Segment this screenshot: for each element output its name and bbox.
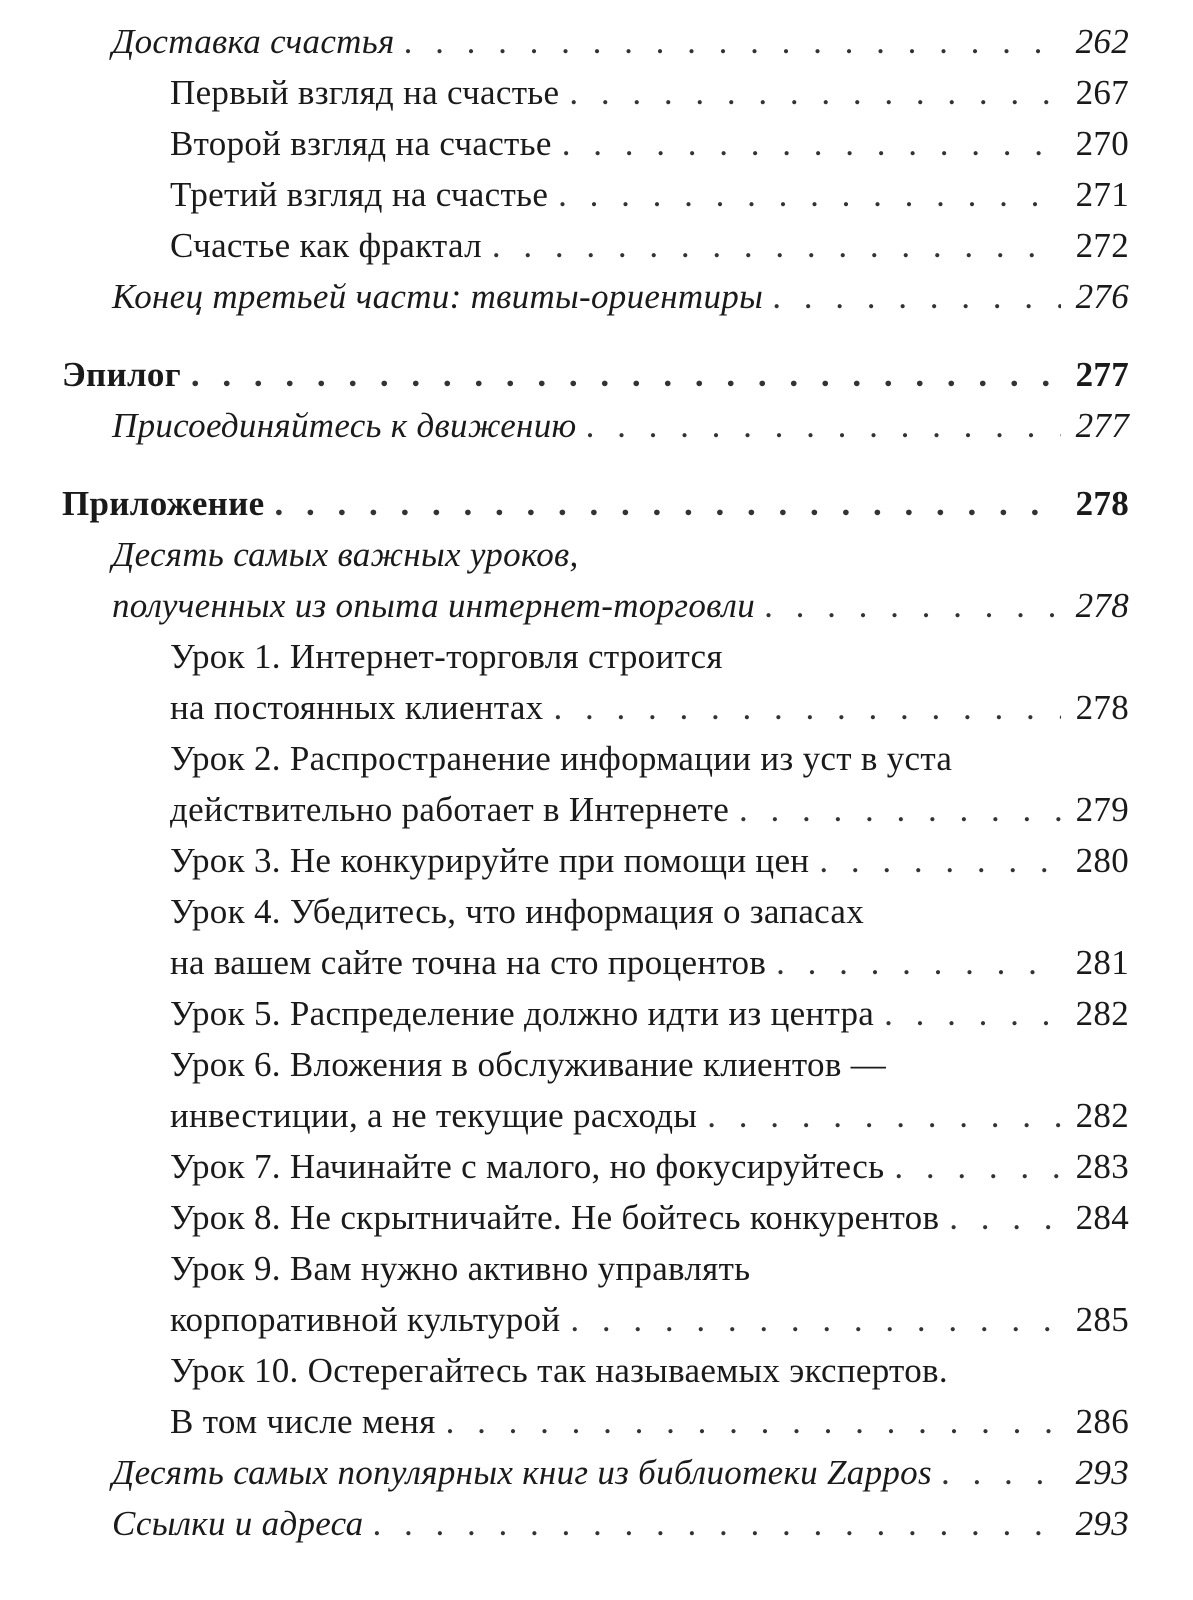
toc-entry-title: действительно работает в Интернете (170, 790, 730, 829)
toc-entry-line-continued (0, 1239, 1193, 1290)
toc-chapter-entry[interactable] (0, 1443, 1193, 1494)
toc-entry-line (0, 576, 1193, 627)
toc-entry-title: на вашем сайте точна на сто процентов (170, 943, 767, 982)
page-number: 277 (1061, 345, 1129, 405)
toc-entry-line (0, 474, 1193, 525)
toc-subentry[interactable] (0, 627, 1193, 729)
toc-entry-title: Урок 9. Вам нужно активно управлять (170, 1249, 751, 1288)
toc-subentry[interactable] (0, 63, 1193, 114)
toc-entry-title: корпоративной культурой (170, 1300, 561, 1339)
toc-entry-line (0, 1494, 1193, 1545)
toc-entry-line (0, 396, 1193, 447)
toc-entry-title: Присоединяйтесь к движению (112, 406, 577, 445)
toc-entry-title: полученных из опыта интернет-торговли (112, 586, 755, 625)
toc-subentry[interactable] (0, 1137, 1193, 1188)
page-number: 293 (1061, 1443, 1129, 1503)
toc-entry-title: Доставка счастья (112, 22, 395, 61)
toc-entry-title: Счастье как фрактал (170, 226, 482, 265)
toc-entry-title: инвестиции, а не текущие расходы (170, 1096, 698, 1135)
toc-entry-line-continued (0, 627, 1193, 678)
page-number: 282 (1061, 1086, 1129, 1146)
toc-subentry[interactable] (0, 165, 1193, 216)
page-number: 282 (1061, 984, 1129, 1044)
toc-subentry[interactable] (0, 1239, 1193, 1341)
dot-leader (373, 1494, 1129, 1554)
toc-entry-title: Урок 10. Остерегайтесь так называемых экспертов. (170, 1351, 948, 1390)
toc-entry-title: Третий взгляд на счастье (170, 175, 549, 214)
page-number: 276 (1061, 267, 1129, 327)
toc-entry-title: Урок 3. Не конкурируйте при помощи цен (170, 841, 810, 880)
page-number: 278 (1061, 678, 1129, 738)
page-number: 281 (1061, 933, 1129, 993)
toc-entry-line-continued (0, 729, 1193, 780)
toc-entry-line-continued (0, 1341, 1193, 1392)
toc-entry-line (0, 678, 1193, 729)
toc-entry-line (0, 267, 1193, 318)
toc-chapter-entry[interactable] (0, 12, 1193, 63)
toc-entry-title: Десять самых популярных книг из библиотеки Zappos (112, 1453, 932, 1492)
toc-section-entry[interactable] (0, 474, 1193, 525)
toc-entry-line (0, 984, 1193, 1035)
toc-entry-line (0, 933, 1193, 984)
dot-leader (587, 396, 1130, 456)
toc-entry-title: Урок 5. Распределение должно идти из центра (170, 994, 875, 1033)
toc-chapter-entry[interactable] (0, 525, 1193, 627)
page-number: 283 (1061, 1137, 1129, 1197)
toc-entry-title: Приложение (62, 484, 265, 523)
toc-entry-line-continued (0, 525, 1193, 576)
toc-entry-title: Урок 7. Начинайте с малого, но фокусируйтесь (170, 1147, 885, 1186)
toc-chapter-entry[interactable] (0, 267, 1193, 318)
toc-subentry[interactable] (0, 729, 1193, 831)
toc-entry-title: Урок 8. Не скрытничайте. Не бойтесь конкурентов (170, 1198, 940, 1237)
page-number: 284 (1061, 1188, 1129, 1248)
toc-subentry[interactable] (0, 882, 1193, 984)
toc-entry-title: Урок 4. Убедитесь, что информация о запасах (170, 892, 865, 931)
toc-subentry[interactable] (0, 114, 1193, 165)
toc-entry-line (0, 345, 1193, 396)
toc-entry-line (0, 831, 1193, 882)
page-number: 285 (1061, 1290, 1129, 1350)
toc-entry-line (0, 216, 1193, 267)
page-number: 278 (1061, 576, 1129, 636)
toc-entry-line (0, 63, 1193, 114)
page-number: 270 (1061, 114, 1129, 174)
toc-entry-line (0, 1392, 1193, 1443)
toc-subentry[interactable] (0, 216, 1193, 267)
toc-subentry[interactable] (0, 831, 1193, 882)
page-number: 271 (1061, 165, 1129, 225)
toc-entry-title: Конец третьей части: твиты-ориентиры (112, 277, 764, 316)
toc-entry-title: Второй взгляд на счастье (170, 124, 552, 163)
toc-entry-line (0, 1137, 1193, 1188)
toc-section-entry[interactable] (0, 345, 1193, 396)
toc-entry-line (0, 1188, 1193, 1239)
toc-subentry[interactable] (0, 1035, 1193, 1137)
page-number: 272 (1061, 216, 1129, 276)
toc-entry-title: Ссылки и адреса (112, 1504, 364, 1543)
toc-entry-title: В том числе меня (170, 1402, 436, 1441)
toc-entry-line (0, 114, 1193, 165)
table-of-contents (0, 12, 1193, 1545)
page-number: 267 (1061, 63, 1129, 123)
toc-entry-title: Урок 6. Вложения в обслуживание клиентов — (170, 1045, 887, 1084)
page-number: 293 (1061, 1494, 1129, 1554)
page-number: 278 (1061, 474, 1129, 534)
toc-entry-line (0, 1290, 1193, 1341)
toc-entry-line (0, 165, 1193, 216)
page-number: 279 (1061, 780, 1129, 840)
toc-subentry[interactable] (0, 1341, 1193, 1443)
toc-subentry[interactable] (0, 1188, 1193, 1239)
toc-chapter-entry[interactable] (0, 396, 1193, 447)
toc-entry-line (0, 780, 1193, 831)
toc-entry-title: Урок 1. Интернет-торговля строится (170, 637, 723, 676)
toc-chapter-entry[interactable] (0, 1494, 1193, 1545)
page-number: 277 (1061, 396, 1129, 456)
toc-entry-line (0, 1443, 1193, 1494)
page-number: 262 (1061, 12, 1129, 72)
page-number: 280 (1061, 831, 1129, 891)
toc-entry-title: Урок 2. Распространение информации из уст в уста (170, 739, 953, 778)
toc-entry-title: Эпилог (62, 355, 181, 394)
toc-entry-line (0, 1086, 1193, 1137)
toc-entry-title: Десять самых важных уроков, (112, 535, 579, 574)
toc-entry-line-continued (0, 1035, 1193, 1086)
page-number: 286 (1061, 1392, 1129, 1452)
toc-entry-line (0, 12, 1193, 63)
toc-entry-title: Первый взгляд на счастье (170, 73, 560, 112)
toc-entry-title: на постоянных клиентах (170, 688, 544, 727)
toc-subentry[interactable] (0, 984, 1193, 1035)
toc-entry-line-continued (0, 882, 1193, 933)
